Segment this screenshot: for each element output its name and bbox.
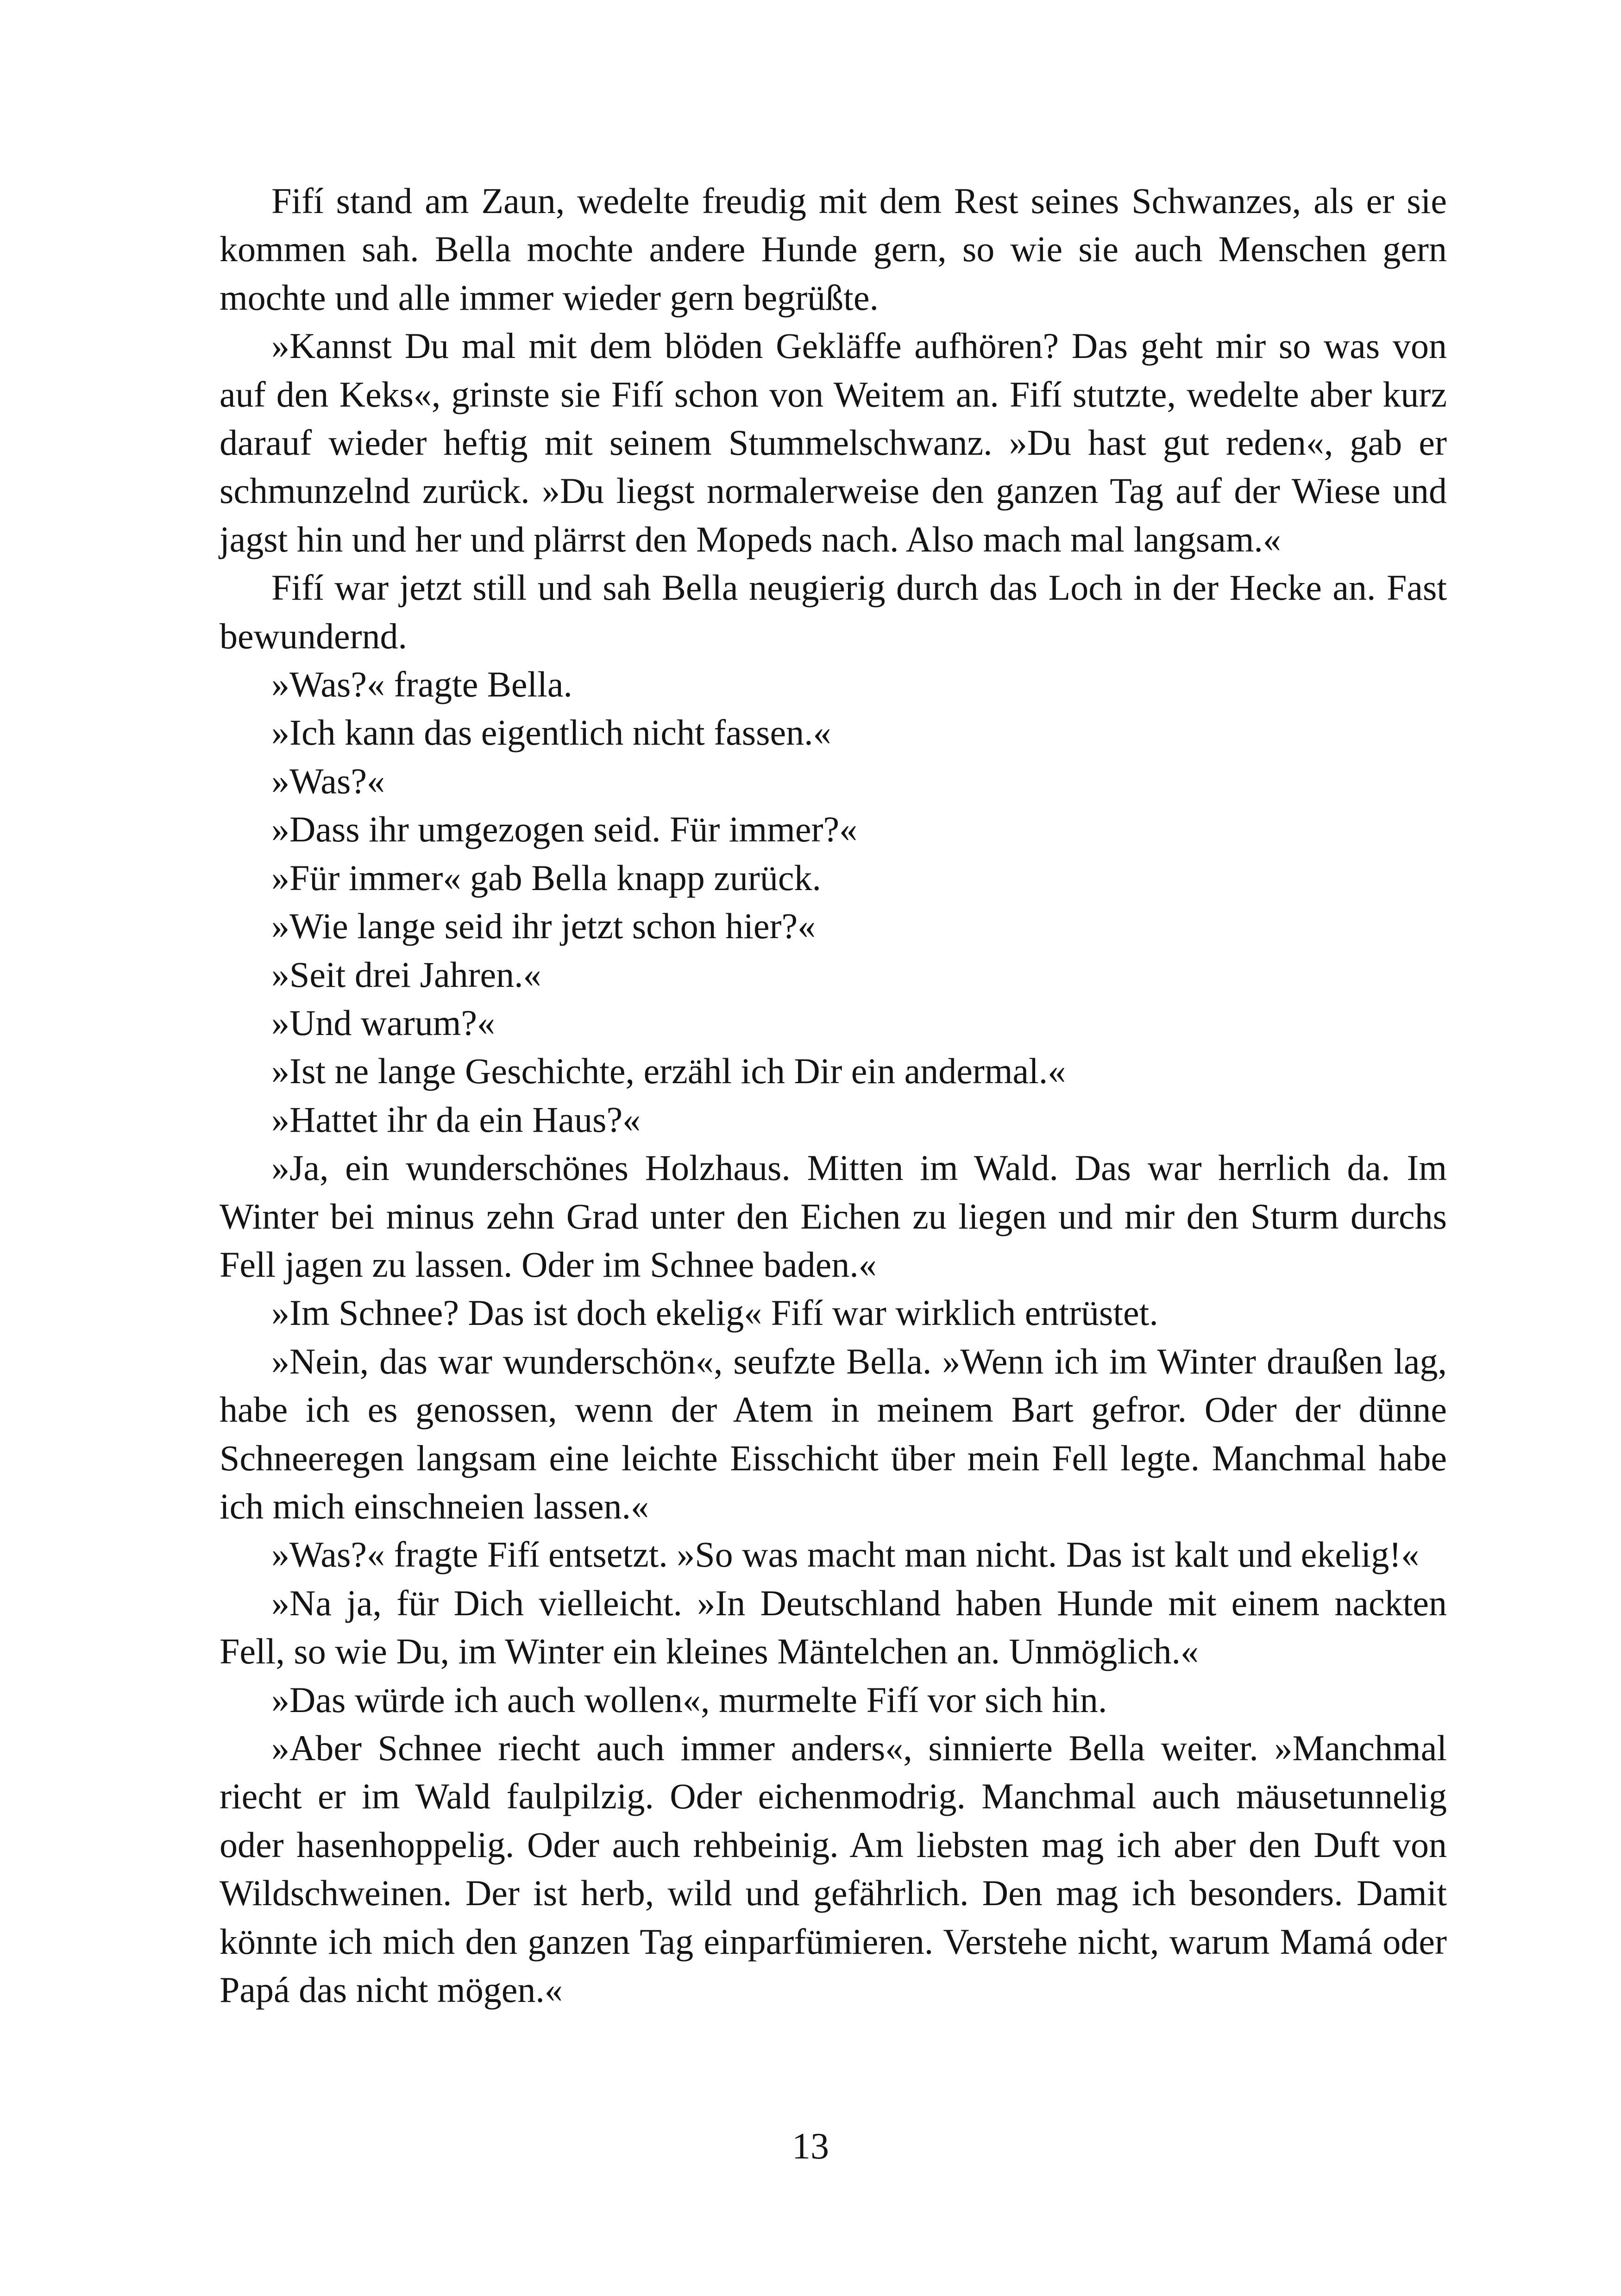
paragraph: »Kannst Du mal mit dem blöden Gekläffe aufhören? Das geht mir so was von auf den Keks«, grinste sie Fifí schon von Weitem an. Fifí stutzte, wedelte aber kurz darauf wieder heftig mit seinem Stummelschwanz. »Du hast gut reden«, gab er schmunzelnd zurück. »Du liegst normalerweise den ganzen Tag auf der Wiese und jagst hin und her und plärrst den Mopeds nach. Also mach mal langsam.« xyxy=(220,326,1447,559)
paragraph: »Ich kann das eigentlich nicht fassen.« xyxy=(271,712,831,753)
paragraph: »Wie lange seid ihr jetzt schon hier?« xyxy=(271,906,816,947)
paragraph: Fifí war jetzt still und sah Bella neugierig durch das Loch in der Hecke an. Fast bewundernd. xyxy=(220,567,1447,656)
paragraph: »Aber Schnee riecht auch immer anders«, sinnierte Bella weiter. »Manchmal riecht er im Wald faulpilzig. Oder eichenmodrig. Manchmal auch mäusetunnelig oder hasenhoppelig. Oder auch rehbeinig. Am liebsten mag ich aber den Duft von Wildschweinen. Der ist herb, wild und gefährlich. Den mag ich besonders. Damit könnte ich mich den ganzen Tag einparfümieren. Verstehe nicht, warum Mamá oder Papá das nicht mögen.« xyxy=(220,1728,1447,2010)
paragraph: Fifí stand am Zaun, wedelte freudig mit dem Rest seines Schwanzes, als er sie kommen sah. Bella mochte andere Hunde gern, so wie sie auch Menschen gern mochte und alle immer wieder gern begrüßte. xyxy=(220,181,1447,318)
paragraph: »Für immer« gab Bella knapp zurück. xyxy=(271,857,822,898)
paragraph: »Hattet ihr da ein Haus?« xyxy=(271,1099,641,1140)
paragraph: »Ja, ein wunderschönes Holzhaus. Mitten im Wald. Das war herrlich da. Im Winter bei minus zehn Grad unter den Eichen zu liegen und mir den Sturm durchs Fell jagen zu lassen. Oder im Schnee baden.« xyxy=(220,1148,1447,1285)
paragraph: »Und warum?« xyxy=(271,1002,496,1043)
paragraph: »Im Schnee? Das ist doch ekelig« Fifí war wirklich entrüstet. xyxy=(271,1292,1158,1333)
paragraph: »Ist ne lange Geschichte, erzähl ich Dir ein andermal.« xyxy=(271,1051,1066,1092)
page-number: 13 xyxy=(792,2126,829,2167)
paragraph: »Was?« fragte Bella. xyxy=(271,664,572,705)
paragraph: »Dass ihr umgezogen seid. Für immer?« xyxy=(271,809,858,850)
paragraph: »Seit drei Jahren.« xyxy=(271,954,541,995)
paragraph: »Das würde ich auch wollen«, murmelte Fifí vor sich hin. xyxy=(271,1679,1107,1720)
paragraph: »Nein, das war wunderschön«, seufzte Bella. »Wenn ich im Winter draußen lag, habe ich es genossen, wenn der Atem in meinem Bart gefror. Oder der dünne Schneeregen langsam eine leichte Eisschicht über mein Fell legte. Manchmal habe ich mich einschneien lassen.« xyxy=(220,1341,1447,1526)
body-text xyxy=(220,177,1447,2014)
paragraph: »Na ja, für Dich vielleicht. »In Deutschland haben Hunde mit einem nackten Fell, so wie Du, im Winter ein kleines Mäntelchen an. Unmöglich.« xyxy=(220,1582,1447,1672)
paragraph: »Was?« fragte Fifí entsetzt. »So was macht man nicht. Das ist kalt und ekelig!« xyxy=(271,1534,1420,1575)
paragraph: »Was?« xyxy=(271,760,385,801)
